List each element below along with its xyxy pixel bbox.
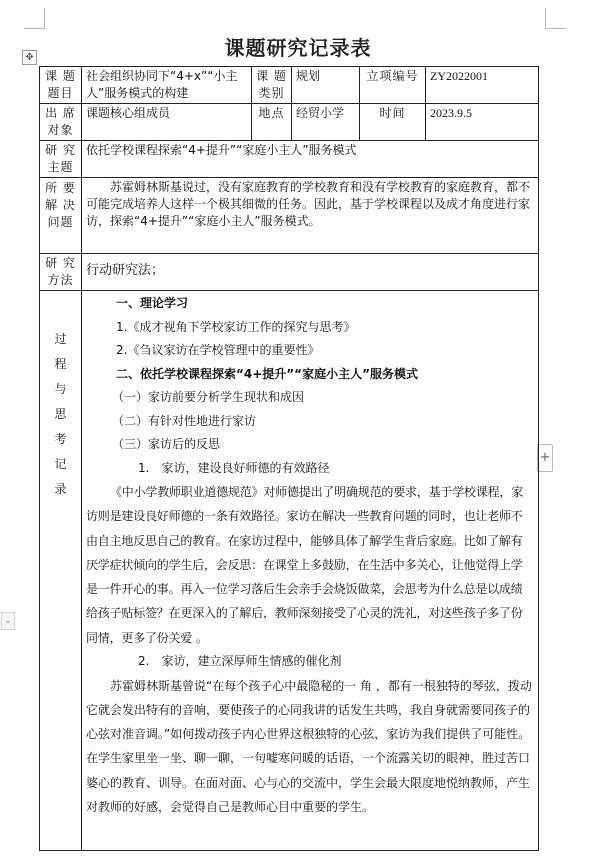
theme-label: 研 究 主题 bbox=[40, 141, 82, 178]
subsection-heading-2: 2. 家访，建立深厚师生情感的催化剂 bbox=[138, 654, 342, 669]
list-item: （一）家访前要分析学生现状和成因 bbox=[112, 390, 305, 404]
theme-value[interactable]: 依托学校课程探索“4+提升”“家庭小主人”服务模式 bbox=[82, 141, 539, 178]
research-record-table bbox=[39, 66, 539, 851]
time-label: 时间 bbox=[360, 104, 426, 141]
category-value[interactable]: 规划 bbox=[292, 67, 360, 104]
table-row bbox=[40, 178, 539, 254]
table-row bbox=[40, 141, 539, 178]
subsection-heading-1: 1. 家访，建设良好师德的有效路径 bbox=[138, 460, 330, 475]
table-row bbox=[40, 291, 539, 851]
project-no-label: 立项编号 bbox=[360, 67, 426, 104]
section-heading-2: 二、依托学校课程探索“4+提升”“家庭小主人”服务模式 bbox=[116, 366, 418, 381]
time-value[interactable]: 2023.9.5 bbox=[426, 104, 539, 141]
method-label: 研 究 方法 bbox=[40, 254, 82, 291]
process-record-content[interactable] bbox=[82, 291, 539, 851]
problem-value[interactable]: 苏霍姆林斯基说过，没有家庭教育的学校教育和没有学校教育的家庭教育，都不可能完成培养人这样一个极其细微的任务。因此，基于学校课程以及成才角度进行家访，探索“4+提升”“家庭小主人”服务模式。 bbox=[82, 178, 539, 254]
page-corner-mark-right bbox=[545, 8, 566, 29]
problem-label: 所 要 解 决 问题 bbox=[40, 178, 82, 254]
list-item: 2.《刍议家访在学校管理中的重要性》 bbox=[116, 343, 320, 357]
list-item: 1.《成才视角下学校家访工作的探究与思考》 bbox=[116, 319, 356, 334]
table-row bbox=[40, 67, 539, 104]
process-label: 过程与思考记录 bbox=[54, 332, 67, 496]
chevron-down-icon[interactable]: ⌄ bbox=[1, 612, 15, 630]
page-corner-mark-left bbox=[24, 8, 45, 29]
table-row bbox=[40, 254, 539, 291]
location-label: 地点 bbox=[252, 104, 292, 141]
plus-icon[interactable]: + bbox=[537, 444, 553, 472]
category-label: 课 题 类别 bbox=[252, 67, 292, 104]
topic-label: 课 题 题目 bbox=[40, 67, 82, 104]
attendees-label: 出 席 对象 bbox=[40, 104, 82, 141]
page-title: 课题研究记录表 bbox=[224, 36, 372, 60]
process-label-cell bbox=[40, 291, 82, 851]
location-value[interactable]: 经贸小学 bbox=[292, 104, 360, 141]
method-value[interactable]: 行动研究法； bbox=[82, 254, 539, 291]
list-item: （三）家访后的反思 bbox=[112, 437, 221, 451]
project-no-value[interactable]: ZY2022001 bbox=[426, 67, 539, 104]
attendees-value[interactable]: 课题核心组成员 bbox=[82, 104, 252, 141]
topic-value[interactable]: 社会组织协同下“4+x”“小主人”服务模式的构建 bbox=[82, 67, 252, 104]
section-heading-1: 一、理论学习 bbox=[116, 296, 189, 310]
table-row bbox=[40, 104, 539, 141]
paragraph-2: 苏霍姆林斯基曾说“在每个孩子心中最隐秘的一 角 ，都有一根独特的琴弦，拨动它就会发出特有的音响，要使孩子的心同我讲的话发生共鸣，我自身就需要同孩子的心弦对准音调。”如何拨动孩子内心世界这根独特的心弦，家访为我们提供了可能性。在学生家里坐一坐、聊一聊，一句嘘寒问暖的话语，一个流露关切的眼神，胜过苦口婆心的教育、训导。在面对面、心与心的交流中，学生会最大限度地悦纳教师，产生对教师的好感，会觉得自己是教师心目中重要的学生。 bbox=[86, 678, 532, 815]
list-item: （二）有针对性地进行家访 bbox=[112, 413, 257, 428]
move-icon[interactable]: ✥ bbox=[22, 50, 37, 65]
paragraph-1: 《中小学教师职业道德规范》对师德提出了明确规范的要求，基于学校课程，家访则是建设良好师德的一条有效路径。家访在解决一些教育问题的同时，也让老师不由自主地反思自己的教育。在家访过程中，能够具体了解学生背后家庭。比如了解有厌学症状倾向的学生后，会反思：在课堂上多鼓励，在生活中多关心，让他觉得上学是一件开心的事。再入一位学习落后生会亲手会烧饭做菜，会思考为什么总是以成绩给孩子贴标签？在更深入的了解后，教师深刻接受了心灵的洗礼，对这些孩子多了份同情，更多了份关爱 。 bbox=[86, 485, 524, 645]
